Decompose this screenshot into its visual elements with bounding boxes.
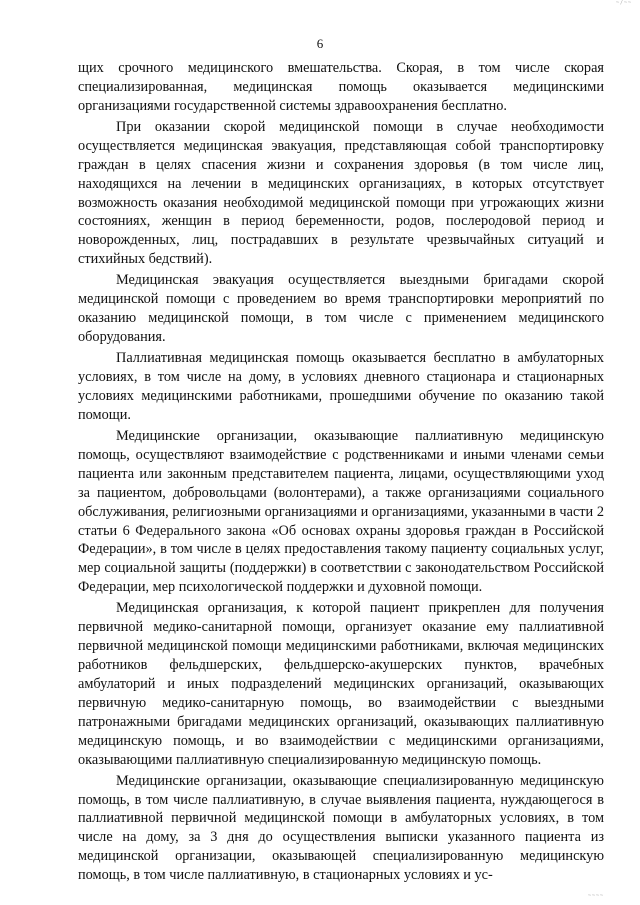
page-scan-mark-bottom: ~~~~ — [587, 893, 604, 899]
paragraph-1: щих срочного медицинского вмешательства. Скорая, в том числе скорая специализированная, медицинская помощь оказывается медицинскими организациями государственной системы здравоохранения бесплатно. — [78, 60, 604, 114]
paragraph-3: Медицинская эвакуация осуществляется выездными бригадами скорой медицинской помощи с проведением во время транспортировки мероприятий по оказанию медицинской помощи, в том числе с применением медицинского оборудования. — [78, 272, 604, 346]
paragraph-5: Медицинские организации, оказывающие паллиативную медицинскую помощь, осуществляют взаимодействие с родственниками и иными членами семьи пациента или законным представителем пациента, лицами, осуществляющими уход за пациентом, добровольцами (волонтерами), а также организациями социального обслуживания, религиозными организациями и организациями, указанными в части 2 статьи 6 Федерального закона «Об основах охраны здоровья граждан в Российской Федерации», в том числе в целях предоставления такому пациенту социальных услуг, мер социальной защиты (поддержки) в соответствии с законодательством Российской Федерации, мер психологической поддержки и духовной помощи. — [78, 427, 604, 596]
paragraph-4: Паллиативная медицинская помощь оказывается бесплатно в амбулаторных условиях, в том числе на дому, в условиях дневного стационара и стационарных условиях медицинскими работниками, прошедшими обучение по оказанию такой помощи. — [78, 350, 604, 423]
paragraph-7: Медицинские организации, оказывающие специализированную медицинскую помощь, в том числе паллиативную, в случае выявления пациента, нуждающегося в паллиативной первичной медицинской помощи в амбулаторных условиях, в том числе на дому, за 3 дня до осуществления выписки указанного пациента из медицинской организации, оказывающей специализированную медицинскую помощь, в том числе паллиативную, в стационарных условиях и ус- — [78, 772, 604, 884]
document-body — [78, 59, 604, 885]
paragraph-2: При оказании скорой медицинской помощи в случае необходимости осуществляется медицинская эвакуация, представляющая собой транспортировку граждан в целях спасения жизни и сохранения здоровья (в том числе лиц, находящихся на лечении в медицинских организациях, в которых отсутствует возможность оказания необходимой медицинской помощи при угрожающих жизни состояниях, женщин в период беременности, родов, послеродовой период и новорожденных, лиц, пострадавших в результате чрезвычайных ситуаций и стихийных бедствий). — [78, 118, 604, 268]
page-scan-mark-top: ~/~~ — [615, 0, 632, 6]
paragraph-6: Медицинская организация, к которой пациент прикреплен для получения первичной медико-санитарной помощи, организует оказание ему паллиативной первичной медицинской помощи медицинскими работниками, включая медицинских работников фельдшерских, фельдшерско-акушерских пунктов, врачебных амбулаторий и иных подразделений медицинских организаций, оказывающих первичную медико-санитарную помощь, во взаимодействии с выездными патронажными бригадами медицинских организаций, оказывающих паллиативную медицинскую помощь, и во взаимодействии с медицинскими организациями, оказывающими паллиативную специализированную медицинскую помощь. — [78, 600, 604, 768]
page-number: 6 — [316, 36, 324, 51]
